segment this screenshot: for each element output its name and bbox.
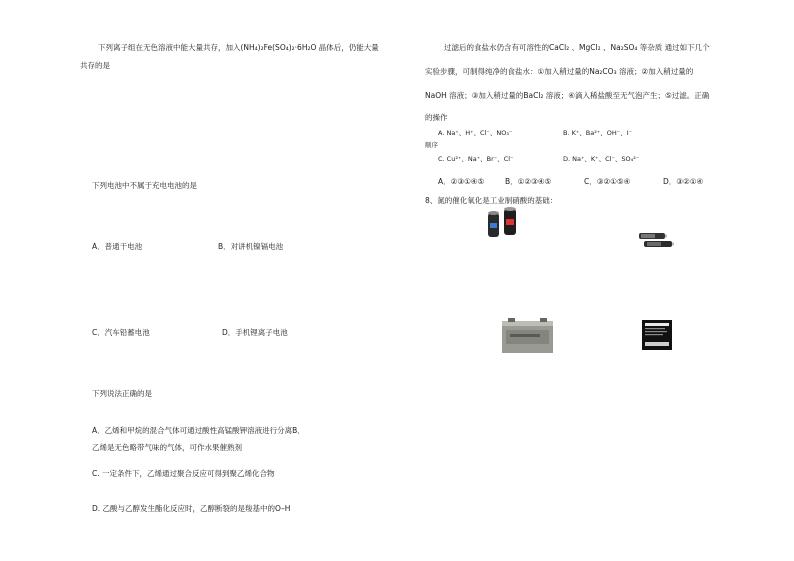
- seq-option-d: D．③②①④: [663, 177, 704, 186]
- q3-stem: 下列说法正确的是: [92, 389, 152, 398]
- nicd-battery-photo: [639, 233, 674, 247]
- para-line-4: 的操作: [425, 113, 448, 122]
- nicd-battery-image: [638, 232, 690, 248]
- q2-option-a: A．普通干电池: [92, 242, 143, 251]
- dry-cell-battery-photo: [488, 207, 516, 237]
- ion-option-b: B. K⁺、Ba²⁺、OH⁻、I⁻: [563, 129, 633, 137]
- q3-option-d: D. 乙酸与乙醇发生酯化反应时，乙醇断裂的是羧基中的O–H: [92, 504, 291, 513]
- seq-option-c: C．③②①⑤④: [584, 177, 631, 186]
- q2-option-d: D．手机锂离子电池: [222, 328, 288, 337]
- para-line-3: NaOH 溶液；③加入稍过量的BaCl₂ 溶液；④滴入稀盐酸至无气泡产生；⑤过滤。正确: [425, 91, 710, 100]
- q2-stem: 下列电池中不属于充电电池的是: [92, 181, 197, 190]
- q3-option-c: C. 一定条件下，乙烯通过聚合反应可得到聚乙烯化合物: [92, 469, 275, 478]
- q1-line-2: 共存的是: [80, 61, 110, 70]
- lithium-ion-battery-image: [640, 318, 674, 352]
- ion-option-d: D. Na⁺、K⁺、Cl⁻、SO₄²⁻: [563, 155, 640, 163]
- seq-option-b: B．①②③④⑤: [505, 177, 552, 186]
- para-line-2: 实验步骤，可制得纯净的食盐水：①加入稍过量的Na₂CO₃ 溶液；②加入稍过量的: [425, 67, 694, 76]
- ion-option-c: C. Cu²⁺、Na⁺、Br⁻、Cl⁻: [438, 155, 514, 163]
- seq-option-a: A．②③①④⑤: [438, 177, 485, 186]
- q8-stem: 8、氮的催化氧化是工业制硝酸的基础：: [425, 196, 558, 205]
- lithium-ion-battery-photo: [642, 320, 672, 350]
- q2-option-b: B．对讲机镍镉电池: [218, 242, 284, 251]
- ion-option-a: A. Na⁺、H⁺、Cl⁻、NO₃⁻: [438, 129, 513, 137]
- q3-option-a-line-1: A．乙烯和甲烷的混合气体可通过酸性高锰酸钾溶液进行分离B．: [92, 426, 305, 435]
- para-line-1: 过滤后的食盐水仍含有可溶性的CaCl₂ 、MgCl₂ 、Na₂SO₄ 等杂质 通过如下几个: [444, 43, 710, 52]
- dry-cell-battery-image: [484, 205, 524, 239]
- q2-option-c: C．汽车铅蓄电池: [92, 328, 150, 337]
- q1-line-1: 下列离子组在无色溶液中能大量共存，加入(NH₄)₂Fe(SO₄)₂·6H₂O 晶体后，仍能大量: [98, 43, 379, 52]
- q3-option-a-line-2: 乙烯是无色略带气味的气体，可作水果催熟剂: [92, 443, 242, 452]
- lead-acid-battery-image: [500, 318, 555, 354]
- para-line-5: 顺序: [425, 141, 438, 149]
- lead-acid-battery-photo: [502, 318, 553, 353]
